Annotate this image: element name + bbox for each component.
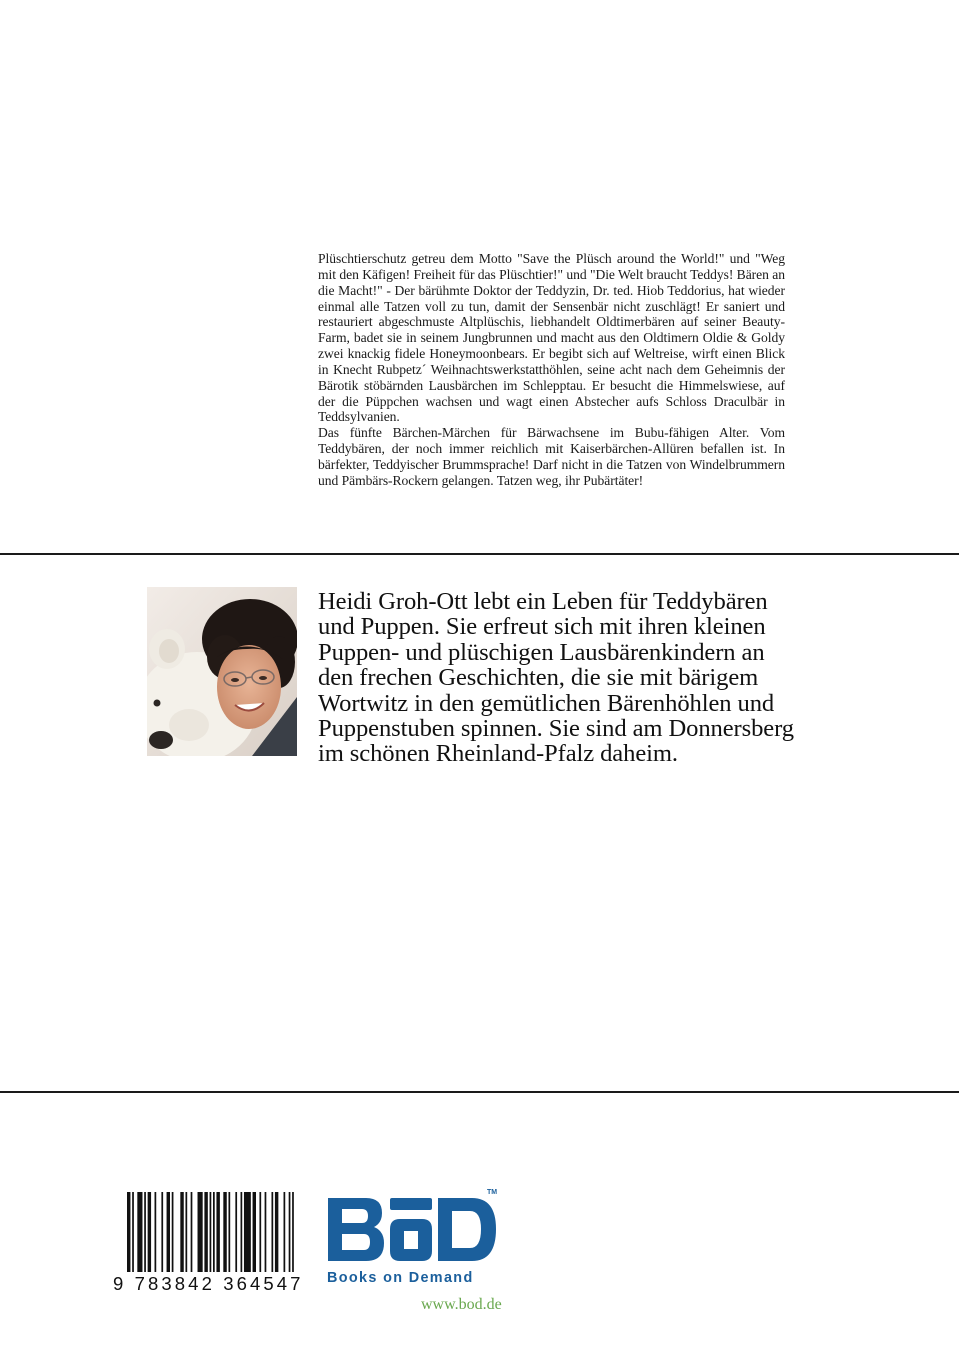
barcode-bar	[213, 1192, 215, 1272]
author-bio: Heidi Groh-Ott lebt ein Leben für Teddybären und Puppen. Sie erfreut sich mit ihren kleinen Puppen- und plüschigen Lausbärenkindern an den frechen Geschichten, die sie mit bärigem Wortwitz in den gemütlichen Bärenhöhlen und Puppenstuben spinnen. Sie sind am Donnersberg im schönen Rheinland-Pfalz daheim.	[318, 588, 794, 768]
barcode-bar	[127, 1192, 130, 1272]
isbn-number: 9 783842 364547	[113, 1273, 304, 1294]
barcode-bar	[271, 1192, 273, 1272]
barcode-bar	[223, 1192, 226, 1272]
barcode-bar	[167, 1192, 170, 1272]
barcode-bar	[228, 1192, 230, 1272]
barcode-bar	[148, 1192, 151, 1272]
bottom-divider	[0, 1091, 959, 1093]
back-cover-blurb	[318, 251, 785, 489]
author-photo	[147, 587, 297, 756]
publisher-url[interactable]: www.bod.de	[421, 1296, 502, 1313]
barcode-bar	[284, 1192, 286, 1272]
barcode-bar	[191, 1192, 193, 1272]
barcode-bar	[155, 1192, 157, 1272]
barcode-bar	[144, 1192, 146, 1272]
trademark-mark: TM	[487, 1189, 498, 1196]
barcode-bar	[161, 1192, 163, 1272]
barcode-bar	[244, 1192, 251, 1272]
barcode-bar	[185, 1192, 187, 1272]
blurb-paragraph-1: Plüschtierschutz getreu dem Motto "Save the Plüsch around the World!" und "Weg mit den Käfigen! Freiheit für das Plüschtier!" und "Die Welt braucht Teddys! Bären an die Macht!" - Der bärühmte Doktor der Teddyzin, Dr. ted. Hiob Teddorius, hat wieder einmal alle Tatzen voll zu tun, damit der Sensenbär nicht zuschlägt! Er saniert und restauriert abgeschmuste Altplüschis, liebhandelt Oldtimerbären auf seiner Beauty-Farm, badet sie in seinem Jungbrunnen und macht aus den Oldtimern Oldie & Goldy zwei knackig fidele Honeymoonbears. Er begibt sich auf Weltreise, wirft einen Blick in Knecht Rubpetz´ Weihnachtswerkstatthöhlen, seine acht nach dem Geheimnis der Bärotik stöbärnden Lausbärchen im Schlepptau. Er besucht die Himmelswiese, auf der die Püppchen wachsen und wagt einen Abstecher aufs Schloss Draculbär in Teddsylvanien.	[318, 251, 785, 425]
barcode-bar	[216, 1192, 219, 1272]
barcode-bar	[275, 1192, 278, 1272]
blurb-paragraph-2: Das fünfte Bärchen-Märchen für Bärwachsene im Bubu-fähigen Alter. Vom Teddybären, der noch immer reichlich mit Kaiserbärchen-Allüren befallen ist. In bärfekter, Teddyischer Brummsprache! Darf nicht in die Tatzen von Windelbrummern und Pämbärs-Rockern gelangen. Tatzen weg, ihr Pubärtäter!	[318, 425, 785, 488]
barcode-bar	[292, 1192, 294, 1272]
barcode-bar	[253, 1192, 256, 1272]
barcode-bar	[132, 1192, 134, 1272]
barcode-bar	[241, 1192, 243, 1272]
barcode-bar	[289, 1192, 291, 1272]
top-divider	[0, 553, 959, 555]
barcode-bar	[210, 1192, 212, 1272]
barcode-bar	[137, 1192, 142, 1272]
barcode-bar	[235, 1192, 237, 1272]
barcode-bar	[265, 1192, 267, 1272]
barcode-bar	[180, 1192, 183, 1272]
barcode-bar	[172, 1192, 174, 1272]
barcode-bar	[259, 1192, 261, 1272]
barcode-bar	[198, 1192, 203, 1272]
publisher-tagline: Books on Demand	[327, 1270, 474, 1286]
barcode-bar	[204, 1192, 207, 1272]
